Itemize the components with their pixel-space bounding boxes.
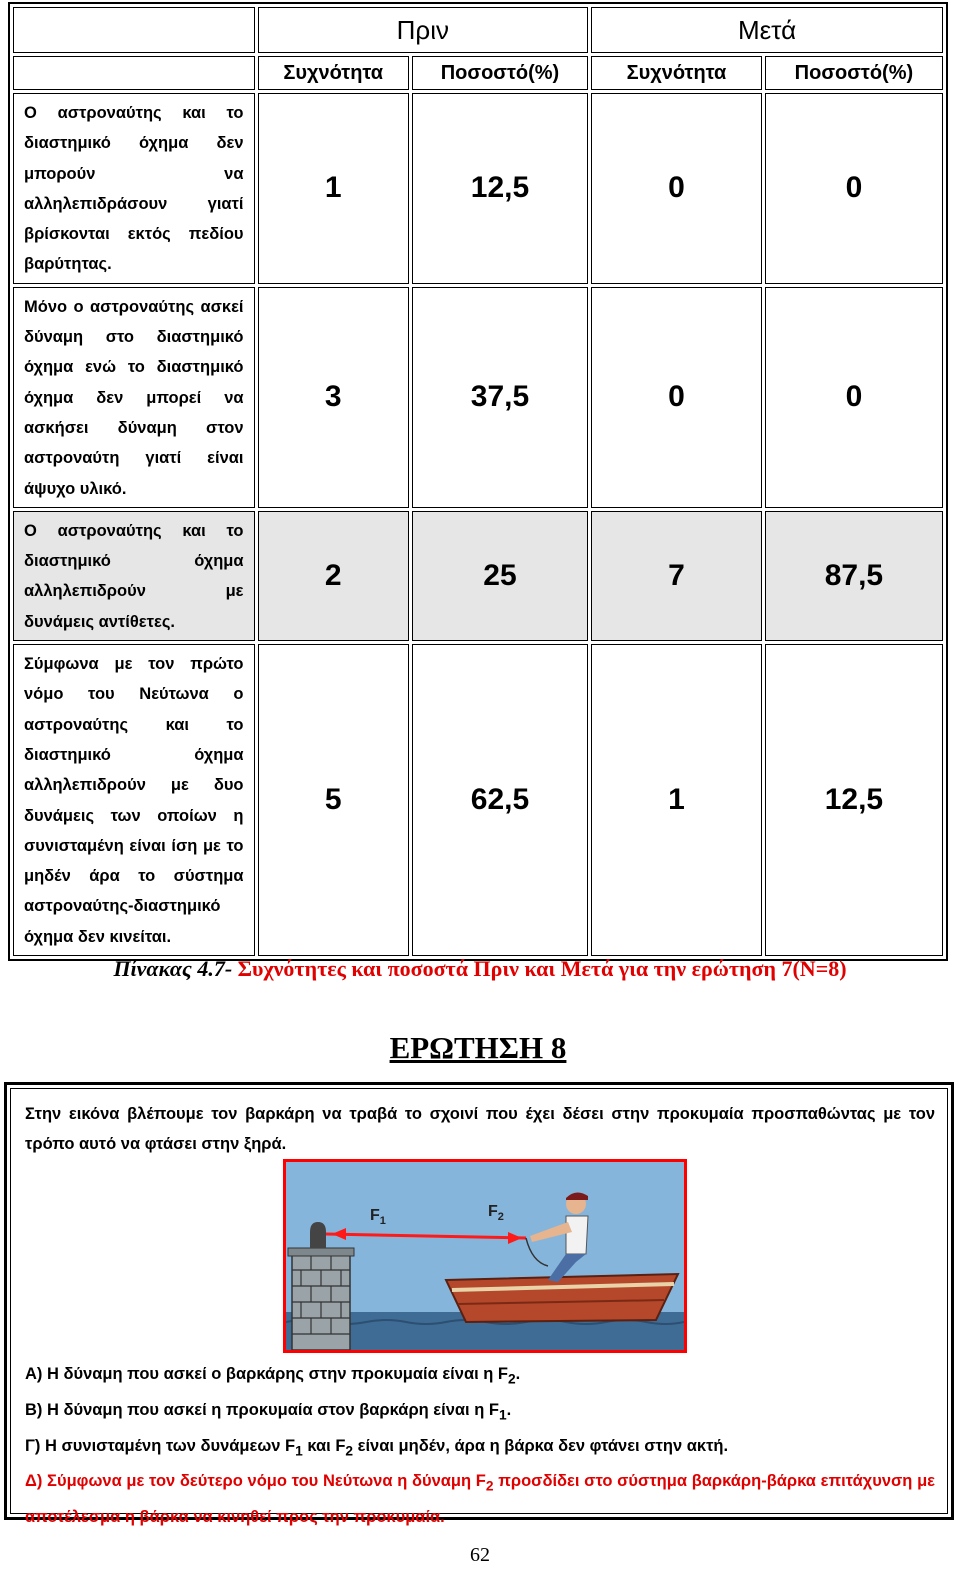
frequency-before: 3: [258, 287, 409, 508]
description-text: Ο αστροναύτης και το διαστημικό όχημα δεν μπορούν να αλληλεπιδράσουν γιατί βρίσκονται εκτός πεδίου: [24, 104, 244, 244]
table-row: [13, 287, 943, 508]
answer-description: [13, 93, 255, 284]
table-row: [13, 93, 943, 284]
answer-description: [13, 644, 255, 956]
frequency-after: 0: [591, 287, 762, 508]
header-before: Πριν: [258, 7, 589, 53]
percent-before: 62,5: [412, 644, 588, 956]
frequency-table: [8, 2, 948, 961]
option-c: Γ) Η συνισταμένη των δυνάμεων $F_1$ και $F_2$ είναι μηδέν, άρα η βάρκα δεν φτάνει στην ακτή.: [25, 1436, 729, 1458]
answer-options: [25, 1359, 935, 1533]
frequency-before: 5: [258, 644, 409, 956]
description-text: Ο αστροναύτης και το διαστημικό όχημα αλληλεπιδρούν με: [24, 521, 244, 601]
table-row-highlighted: [13, 511, 943, 641]
header-after: Μετά: [591, 7, 943, 53]
pier-top: [288, 1248, 354, 1256]
subheader-percent-before: Ποσοστό(%): [412, 56, 588, 90]
option-d-correct: Δ) Σύμφωνα με τον δεύτερο νόμο του Νεύτωνα η δύναμη $F_2$ προσδίδει στο σύστημα βαρκάρη-βάρκα επιτάχυνση με αποτέλεσμα η βάρκα να κινηθεί προς την προκυμαία.: [25, 1472, 935, 1527]
subheader-frequency-before: Συχνότητα: [258, 56, 409, 90]
description-text-end: δυνάμεις αντίθετες.: [24, 612, 175, 631]
frequency-after: 1: [591, 644, 762, 956]
frequency-after: 7: [591, 511, 762, 641]
boat-hull: [446, 1274, 678, 1322]
frequency-before: 1: [258, 93, 409, 284]
percent-after: 12,5: [765, 644, 943, 956]
question-box: [4, 1082, 954, 1527]
page-number: 62: [470, 1544, 490, 1566]
percent-after: 0: [765, 287, 943, 508]
frequency-after: 0: [591, 93, 762, 284]
table-header-row: [13, 7, 943, 53]
answer-description: [13, 511, 255, 641]
table-caption: [0, 956, 960, 982]
option-b: Β) Η δύναμη που ασκεί η προκυμαία στον βαρκάρη είναι η $F_1$.: [25, 1400, 512, 1423]
answer-description: [13, 287, 255, 508]
label-f2: $F_2$: [488, 1203, 504, 1223]
boatman-shirt: [566, 1216, 588, 1254]
subheader-frequency-after: Συχνότητα: [591, 56, 762, 90]
question-text: Στην εικόνα βλέπουμε τον βαρκάρη να τραβά το σχοινί που έχει δέσει στην προκυμαία προσπαθώντας με τον τρόπο αυτό να φτάσει στην ξηρά.: [25, 1105, 935, 1153]
frequency-before: 2: [258, 511, 409, 641]
percent-before: 12,5: [412, 93, 588, 284]
question-title: ΕΡΩΤΗΣΗ 8: [389, 1030, 567, 1065]
label-f1: $F_1$: [370, 1207, 386, 1227]
percent-after: 0: [765, 93, 943, 284]
table-row: [13, 644, 943, 956]
description-text-end: όχημα δεν κινείται.: [24, 927, 172, 946]
percent-after: 87,5: [765, 511, 943, 641]
table-subheader-row: [13, 56, 943, 90]
option-a: Α) Η δύναμη που ασκεί ο βαρκάρης στην προκυμαία είναι η $F_2$.: [25, 1365, 521, 1387]
percent-before: 37,5: [412, 287, 588, 508]
description-text: Μόνο ο αστροναύτης ασκεί δύναμη στο διαστημικό όχημα ενώ το διαστημικό όχημα δεν μπορεί να ασκήσει δύναμη στον αστροναύτη γιατί είναι: [24, 297, 244, 468]
header-empty-cell: [13, 7, 255, 53]
description-text: Σύμφωνα με τον πρώτο νόμο του Νεύτωνα ο αστροναύτης και το διαστημικό όχημα αλληλεπιδρούν με δυο δυνάμεις των οποίων η συνισταμένη είναι ίση με το μηδέν άρα το σύστημα αστροναύτης-διαστημικό: [24, 655, 244, 916]
bollard: [310, 1222, 326, 1248]
description-text-end: βαρύτητας.: [24, 255, 112, 274]
boatman-illustration: [283, 1159, 687, 1353]
percent-before: 25: [412, 511, 588, 641]
subheader-empty-cell: [13, 56, 255, 90]
caption-text: Συχνότητες και ποσοστά Πριν και Μετά για την ερώτηση 7(Ν=8): [232, 956, 847, 981]
caption-label: Πίνακας 4.7-: [113, 956, 233, 981]
question-box-inner: [10, 1088, 948, 1527]
boatman-figure-svg: [286, 1162, 684, 1350]
subheader-percent-after: Ποσοστό(%): [765, 56, 943, 90]
description-text-end: άψυχο υλικό.: [24, 479, 127, 498]
